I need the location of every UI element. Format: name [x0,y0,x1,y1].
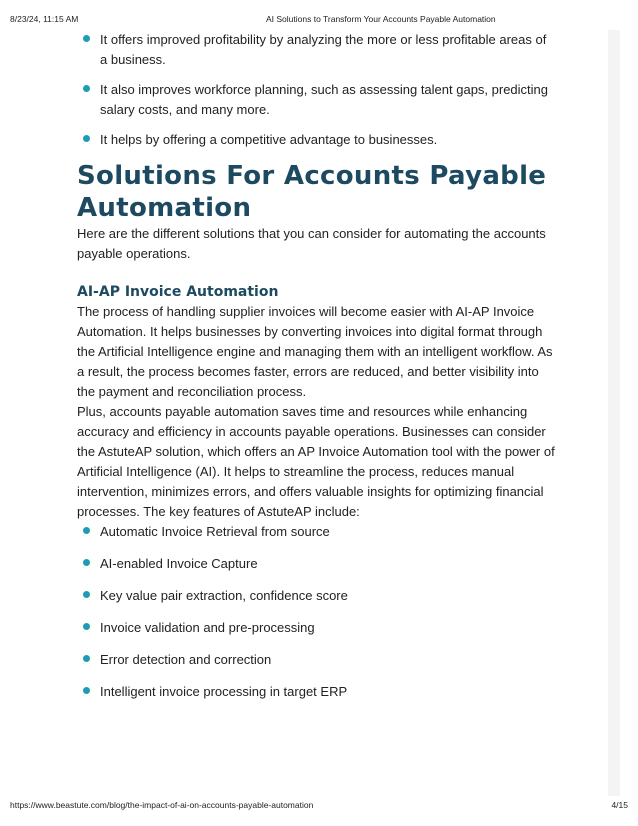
subsection-title: AI-AP Invoice Automation [77,284,279,300]
list-item-text: AI-enabled Invoice Capture [100,556,258,571]
article-content [77,30,555,714]
benefits-list [77,30,555,150]
list-item [77,80,555,120]
list-item-text: Error detection and correction [100,652,272,667]
bullet-dot-icon [83,135,90,142]
page-number: 4/15 [611,800,628,810]
bullet-dot-icon [83,559,90,566]
bullet-dot-icon [83,623,90,630]
section-intro: Here are the different solutions that you can consider for automating the accounts payable operations. [77,226,546,261]
list-item [77,30,555,70]
print-doc-title: AI Solutions to Transform Your Accounts Payable Automation [266,14,496,24]
list-item-text: Invoice validation and pre-processing [100,620,315,635]
bullet-dot-icon [83,591,90,598]
print-url[interactable]: https://www.beastute.com/blog/the-impact-of-ai-on-accounts-payable-automation [10,800,314,810]
list-item [77,522,555,542]
bullet-dot-icon [83,655,90,662]
list-item [77,650,555,670]
list-item-text: Automatic Invoice Retrieval from source [100,524,330,539]
section-title: Solutions For Accounts Payable Automation [77,161,547,223]
bullet-dot-icon [83,35,90,42]
print-header [10,14,628,28]
list-item-text: Key value pair extraction, confidence score [100,588,348,603]
list-item-text: It offers improved profitability by analyzing the more or less profitable areas of a business. [100,32,547,67]
list-item-text: It helps by offering a competitive advantage to businesses. [100,132,438,147]
list-item-text: It also improves workforce planning, such as assessing talent gaps, predicting salary costs, and many more. [100,82,549,117]
list-item [77,586,555,606]
bullet-dot-icon [83,85,90,92]
list-item [77,130,555,150]
print-datetime: 8/23/24, 11:15 AM [10,14,79,24]
scrollbar-track[interactable] [608,30,620,796]
bullet-dot-icon [83,687,90,694]
paragraph-1: The process of handling supplier invoices will become easier with AI-AP Invoice Automation. It helps businesses by converting invoices into digital format through the Artificial Intelligence engine and managing them with an intelligent workflow. As a result, the process becomes faster, errors are reduced, and better visibility into the payment and reconciliation process. [77,304,553,399]
bullet-dot-icon [83,527,90,534]
list-item-text: Intelligent invoice processing in target ERP [100,684,348,699]
list-item [77,554,555,574]
list-item [77,682,555,702]
features-list [77,522,555,702]
paragraph-2: Plus, accounts payable automation saves time and resources while enhancing accuracy and efficiency in accounts payable operations. Businesses can consider the AstuteAP solution, which offers an AP Invoice Automation tool with the power of Artificial Intelligence (AI). It helps to streamline the process, reduces manual intervention, minimizes errors, and offers valuable insights for optimizing financial processes. The key features of AstuteAP include: [77,404,555,519]
list-item [77,618,555,638]
